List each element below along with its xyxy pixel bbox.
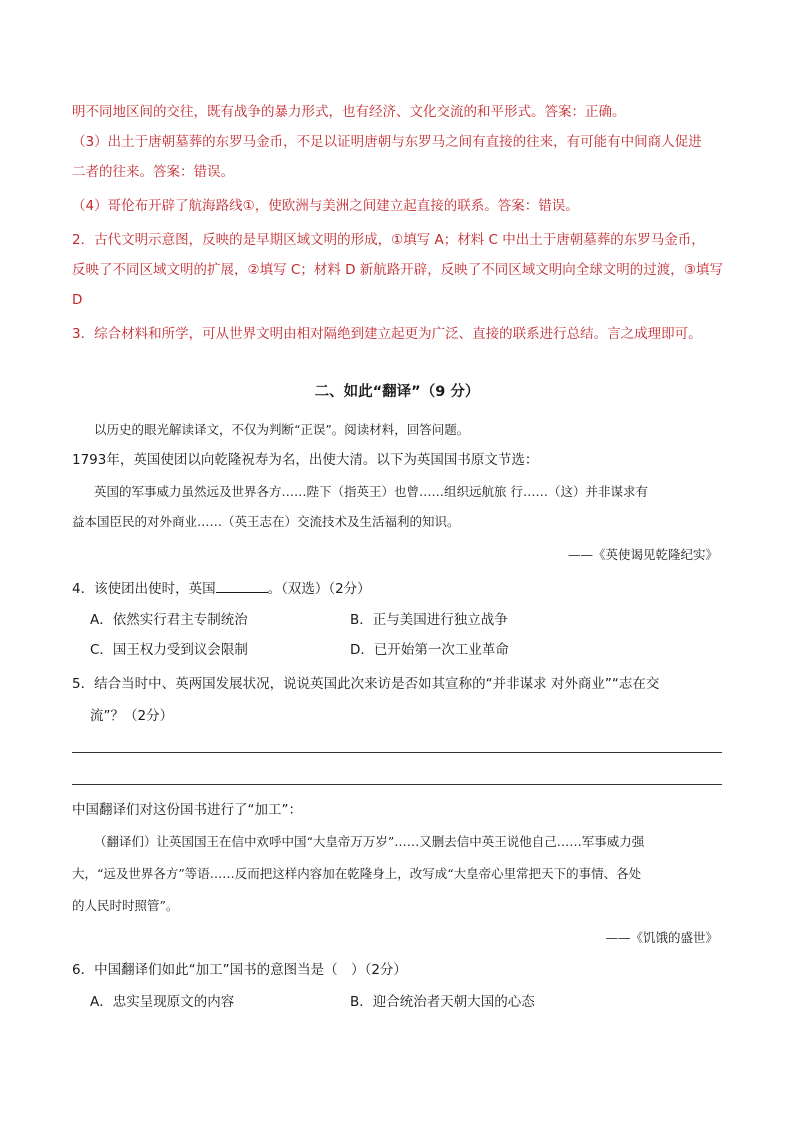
answer-item-3-line-2: 二者的往来。答案：错误。 (72, 164, 234, 180)
question-5-line-1: 5．结合当时中、英两国发展状况，说说英国此次来访是否如其宣称的“并非谋求 对外商业”“志在交 (72, 676, 660, 692)
answer-line-rule-1[interactable] (72, 752, 722, 753)
question-6-option-b[interactable]: B．迎合统治者天朝大国的心态 (350, 994, 535, 1010)
answer-q3: 3．综合材料和所学，可从世界文明由相对隔绝到建立起更为广泛、直接的联系进行总结。言之成理即可。 (72, 326, 702, 342)
question-4-option-c[interactable]: C．国王权力受到议会限制 (90, 642, 248, 658)
question-4-stem-pre: 4．该使团出使时，英国 (72, 581, 216, 597)
answer-item-3-line-1: （3）出土于唐朝墓葬的东罗马金币，不足以证明唐朝与东罗马之间有直接的往来，有可能有中间商人促进 (72, 134, 702, 150)
question-4-option-d[interactable]: D．已开始第一次工业革命 (350, 642, 509, 658)
quote-1-line-2: 益本国臣民的对外商业……（英王志在）交流技术及生活福利的知识。 (72, 514, 460, 529)
question-4-stem (72, 578, 724, 599)
section-title: 二、如此“翻译”（9 分） (314, 384, 480, 400)
context-text: 1793年，英国使团以向乾隆祝寿为名，出使大清。以下为英国国书原文节选： (72, 452, 539, 468)
question-6-option-a[interactable]: A．忠实呈现原文的内容 (90, 994, 235, 1010)
translation-quote-line-3: 的人民时时照管”。 (72, 898, 179, 913)
quote-1-source: ——《英使谒见乾隆纪实》 (567, 547, 718, 562)
question-6-stem: 6．中国翻译们如此“加工”国书的意图当是（ ）（2分） (72, 962, 407, 978)
question-5-line-2: 流”？（2分） (90, 708, 174, 724)
section-intro: 以历史的眼光解读译文，不仅为判断“正误”。阅读材料，回答问题。 (94, 422, 470, 437)
answer-item-4: （4）哥伦布开辟了航海路线①，使欧洲与美洲之间建立起直接的联系。答案：错误。 (72, 198, 579, 214)
translation-quote-line-2: 大，“远及世界各方”等语……反而把这样内容加在乾隆身上，改写成“大皇帝心里常把天下的事情、各处 (72, 866, 642, 881)
answer-q2-line-1: 2．古代文明示意图，反映的是早期区域文明的形成，①填写 A；材料 C 中出土于唐朝墓葬的东罗马金币， (72, 232, 705, 248)
answer-q2-line-3: D (72, 292, 83, 308)
translation-intro: 中国翻译们对这份国书进行了“加工”： (72, 802, 302, 818)
answer-blank[interactable] (216, 578, 268, 593)
question-4-option-a[interactable]: A．依然实行君主专制统治 (90, 612, 248, 628)
question-4-option-b[interactable]: B．正与美国进行独立战争 (350, 612, 508, 628)
question-4-stem-post: 。（双选）（2分） (267, 581, 371, 597)
answer-line-1: 明不同地区间的交往，既有战争的暴力形式，也有经济、文化交流的和平形式。答案：正确。 (72, 104, 626, 120)
answer-line-rule-2[interactable] (72, 784, 722, 785)
translation-quote-line-1: （翻译们）让英国国王在信中欢呼中国“大皇帝万万岁”……又删去信中英王说他自己……军事威力强 (94, 834, 645, 849)
answer-q2-line-2: 反映了不同区域文明的扩展，②填写 C；材料 D 新航路开辟，反映了不同区域文明向全球文明的过渡，③填写 (72, 262, 723, 278)
quote-1-line-1: 英国的军事威力虽然远及世界各方……陛下（指英王）也曾……组织远航旅 行……（这）并非谋求有 (94, 484, 648, 499)
translation-source: ——《饥饿的盛世》 (605, 930, 718, 945)
